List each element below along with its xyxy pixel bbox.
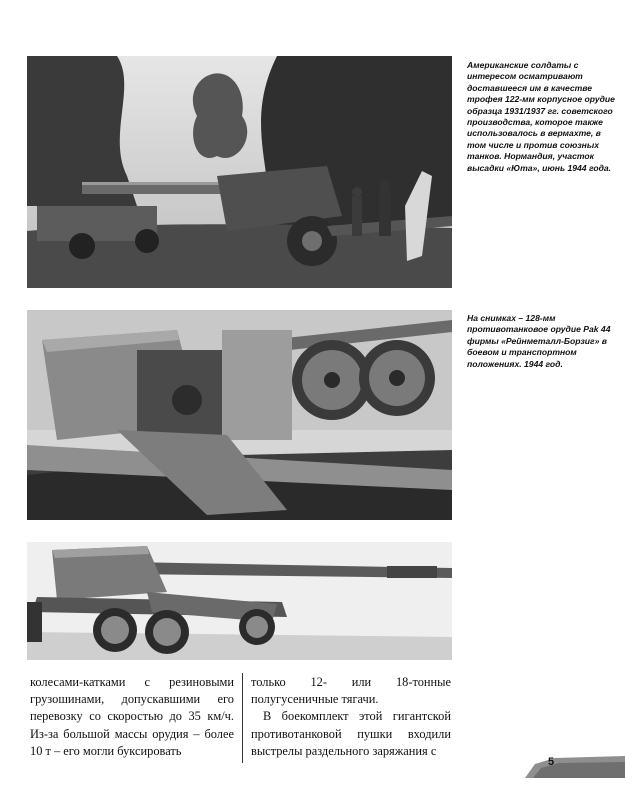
column-divider: [242, 673, 243, 763]
photo-captured-gun: [27, 56, 452, 288]
page-number: 5: [548, 756, 555, 768]
page-tab-icon: [525, 752, 625, 778]
photo-pak44-transport: [27, 542, 452, 660]
body-column-left: [30, 674, 234, 760]
body-paragraph: только 12- или 18-тонные полугусеничные тягачи.: [251, 675, 451, 707]
body-column-right: [251, 674, 451, 760]
photo-pak44-combat: [27, 310, 452, 520]
caption-middle: На снимках – 128-мм противотанковое орудие Pak 44 фирмы «Рейнметалл-Борзиг» в боевом и транспортном положениях. 1944 год.: [467, 313, 611, 369]
caption-top: Американские солдаты с интересом осматривают доставшееся им в качестве трофея 122-мм корпусное орудие образца 1931/1937 гг. советского производства, которое также использовалось в вермахте, в том числе и против союзных танков. Нормандия, участок высадки «Юта», июнь 1944 года.: [467, 60, 615, 173]
body-paragraph: колесами-катками с резиновыми грузошинами, допускавшими его перевозку со скоростью до 35 км/ч. Из-за большой массы орудия – более 10 т – его могли буксировать: [30, 675, 234, 758]
body-paragraph: В боекомплект этой гигантской противотанковой пушки входили выстрелы раздельного заряжания с: [251, 709, 451, 758]
